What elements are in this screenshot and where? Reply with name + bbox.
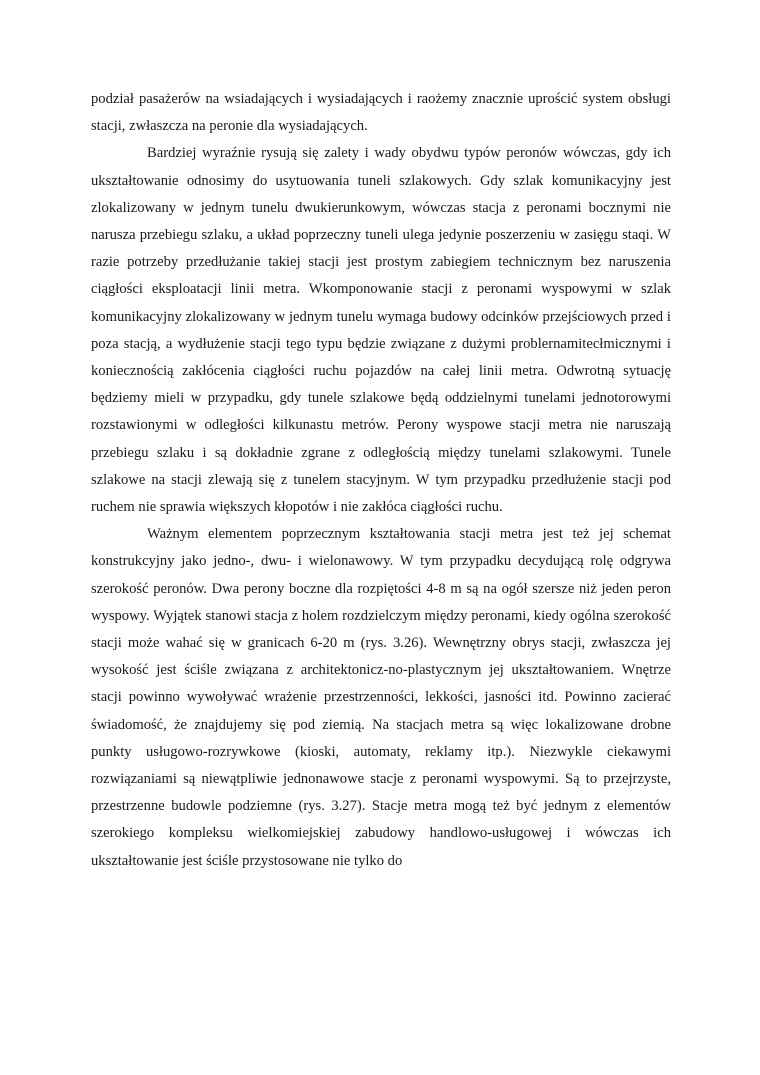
paragraph-continuation: podział pasażerów na wsiadających i wysiadających i raożemy znacznie uprościć system obsługi stacji, zwłaszcza na peronie dla wysiadających.	[91, 91, 671, 135]
body-text	[91, 86, 671, 875]
paragraph-platform-types: Bardziej wyraźnie rysują się zalety i wady obydwu typów peronów wówczas, gdy ich ukształtowanie odnosimy do usytuowania tuneli szlakowych. Gdy szlak komunikacyjny jest zlokalizowany w jednym tunelu dwukierunkowym, wówczas stacja z peronami bocznymi nie narusza przebiegu szlaku, a układ poprzeczny tuneli ulega jedynie poszerzeniu w zasięgu staqi. W razie potrzeby przedłużanie takiej stacji jest prostym zabiegiem technicznym bez naruszenia ciągłości eksploatacji linii metra. Wkomponowanie stacji z peronami wyspowymi w szlak komunikacyjny zlokalizowany w jednym tunelu wymaga budowy odcinków przejściowych przed i poza stacją, a wydłużenie stacji tego typu będzie związane z dużymi problernamitecłmicznymi i koniecznością zakłócenia ciągłości ruchu pojazdów na całej linii metra. Odwrotną sytuację będziemy mieli w przypadku, gdy tunele szlakowe będą oddzielnymi tunelami jednotorowymi rozstawionymi w odległości kilkunastu metrów. Perony wyspowe stacji metra nie naruszają przebiegu szlaku i są dokładnie zgrane z odległością między tunelami szlakowymi. Tunele szlakowe na stacji zlewają się z tunelem stacyjnym. W tym przypadku przedłużenie stacji pod ruchem nie sprawia większych kłopotów i nie zakłóca ciągłości ruchu.	[91, 145, 671, 516]
paragraph-station-structure: Ważnym elementem poprzecznym kształtowania stacji metra jest też jej schemat konstrukcyjny jako jedno-, dwu- i wielonawowy. W tym przypadku decydującą rolę odgrywa szerokość peronów. Dwa perony boczne dla rozpiętości 4-8 m są na ogół szersze niż jeden peron wyspowy. Wyjątek stanowi stacja z holem rozdzielczym między peronami, kiedy ogólna szerokość stacji może wahać się w granicach 6-20 m (rys. 3.26). Wewnętrzny obrys stacji, zwłaszcza jej wysokość jest ściśle związana z architektonicz-no-plastycznym jej ukształtowaniem. Wnętrze stacji powinno wywoływać wrażenie przestrzenności, lekkości, jasności itd. Powinno zacierać świadomość, że znajdujemy się pod ziemią. Na stacjach metra są więc lokalizowane drobne punkty usługowo-rozrywkowe (kioski, automaty, reklamy itp.). Niezwykle ciekawymi rozwiązaniami są niewątpliwie jednonawowe stacje z peronami wyspowymi. Są to przejrzyste, przestrzenne budowle podziemne (rys. 3.27). Stacje metra mogą też być jednym z elementów szerokiego kompleksu wielkomiejskiej zabudowy handlowo-usługowej i wówczas ich ukształtowanie jest ściśle przystosowane nie tylko do	[91, 526, 671, 869]
